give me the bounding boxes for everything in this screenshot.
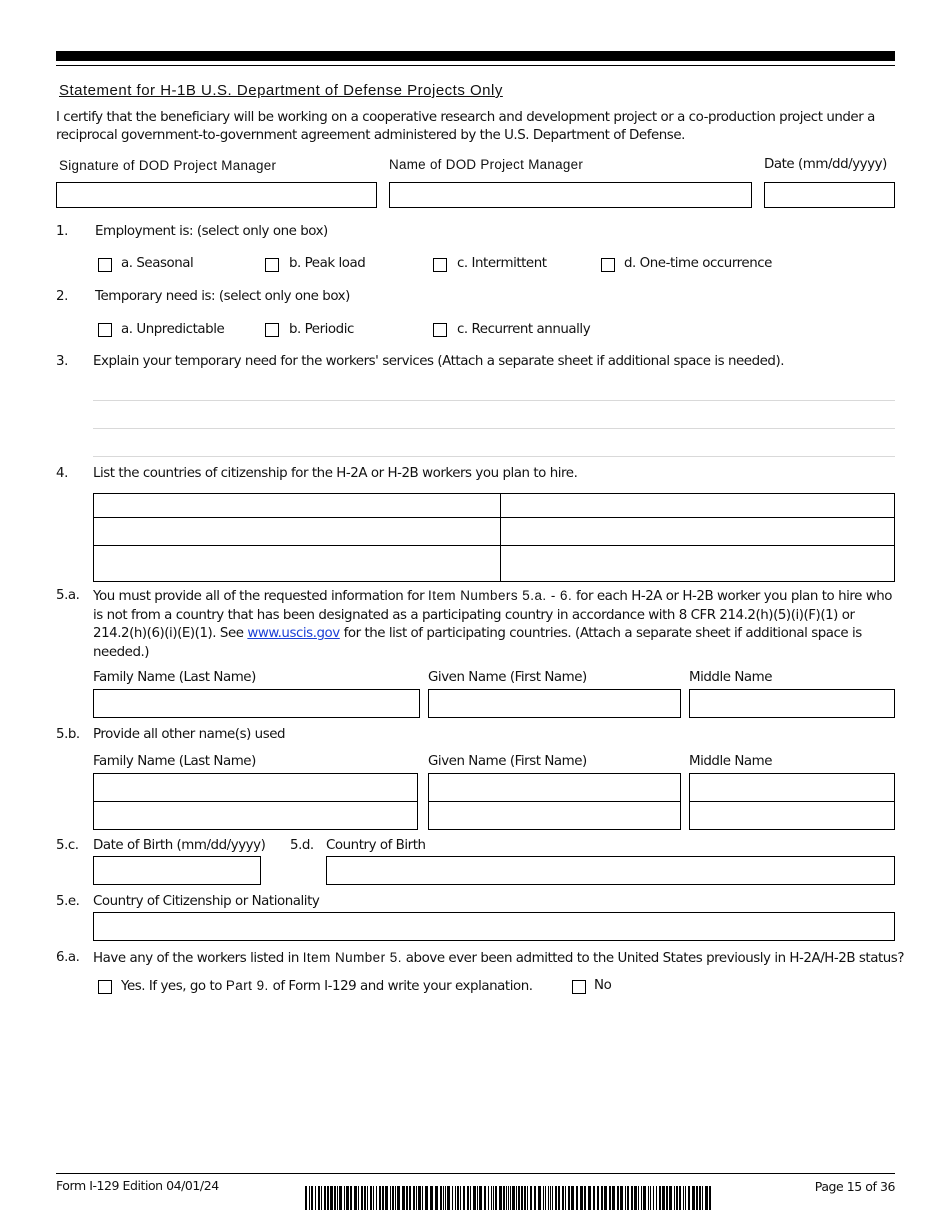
q5a-item-numbers: Item Numbers 5.a. - 6. bbox=[428, 588, 573, 603]
q5e-number: 5.e. bbox=[56, 894, 80, 909]
q5b-middle-name-field-2[interactable] bbox=[689, 801, 895, 830]
q5b-family-label: Family Name (Last Name) bbox=[93, 754, 256, 769]
footer-page-number: Page 15 of 36 bbox=[814, 1179, 895, 1194]
q1-number: 1. bbox=[56, 224, 68, 239]
q5a-middle-name-field[interactable] bbox=[689, 689, 895, 718]
q5a-family-label: Family Name (Last Name) bbox=[93, 670, 256, 685]
q5b-given-name-field-2[interactable] bbox=[428, 801, 681, 830]
q5a-text bbox=[93, 587, 893, 662]
q6a-text-part-2: above ever been admitted to the United States previously in H-2A/H-2B status? bbox=[401, 951, 904, 966]
date-label: Date (mm/dd/yyyy) bbox=[764, 157, 887, 172]
q2-unpredictable-label: a. Unpredictable bbox=[121, 322, 225, 337]
q6a-yes-part-2: of Form I-129 and write your explanation. bbox=[268, 979, 533, 994]
q5b-number: 5.b. bbox=[56, 727, 80, 742]
q6a-yes-label bbox=[121, 977, 533, 995]
q6a-part-reference: Part 9. bbox=[225, 978, 269, 993]
header-thick-rule bbox=[56, 51, 895, 61]
q1-seasonal-label: a. Seasonal bbox=[121, 256, 194, 271]
footer-form-edition: Form I-129 Edition 04/01/24 bbox=[56, 1178, 219, 1193]
q5b-family-name-field-1[interactable] bbox=[93, 773, 418, 802]
q6a-item-number: Item Number 5. bbox=[302, 950, 402, 965]
countries-table-row-line bbox=[94, 517, 894, 518]
dod-name-label: Name of DOD Project Manager bbox=[389, 157, 584, 172]
q5a-text-part-1: You must provide all of the requested information for bbox=[93, 589, 428, 604]
q1-peak-load-label: b. Peak load bbox=[289, 256, 366, 271]
q4-label: List the countries of citizenship for the H-2A or H-2B workers you plan to hire. bbox=[93, 466, 578, 481]
q5a-middle-label: Middle Name bbox=[689, 670, 773, 685]
q1-one-time-checkbox[interactable] bbox=[601, 258, 615, 272]
q1-label: Employment is: (select only one box) bbox=[95, 224, 328, 239]
q3-label: Explain your temporary need for the workers' services (Attach a separate sheet if additional space is needed). bbox=[93, 354, 785, 369]
q6a-number: 6.a. bbox=[56, 950, 80, 965]
q5a-family-name-field[interactable] bbox=[93, 689, 420, 718]
q6a-text-part-1: Have any of the workers listed in bbox=[93, 951, 303, 966]
q2-recurrent-label: c. Recurrent annually bbox=[457, 322, 591, 337]
q5b-given-name-field-1[interactable] bbox=[428, 773, 681, 802]
certify-text: I certify that the beneficiary will be working on a cooperative research and development project or a co-production project under a reciprocal government-to-government agreement administered by the U.S. Department of Defense. bbox=[56, 110, 875, 143]
q2-periodic-checkbox[interactable] bbox=[265, 323, 279, 337]
q5d-number: 5.d. bbox=[290, 838, 314, 853]
section-title: Statement for H-1B U.S. Department of Defense Projects Only bbox=[59, 82, 503, 99]
q1-one-time-label: d. One-time occurrence bbox=[624, 256, 772, 271]
q6a-yes-part-1: Yes. If yes, go to bbox=[121, 979, 226, 994]
q5a-given-label: Given Name (First Name) bbox=[428, 670, 587, 685]
q4-number: 4. bbox=[56, 466, 68, 481]
countries-table bbox=[93, 493, 895, 582]
q1-intermittent-label: c. Intermittent bbox=[457, 256, 547, 271]
date-of-birth-field[interactable] bbox=[93, 856, 261, 885]
q5b-middle-name-field-1[interactable] bbox=[689, 773, 895, 802]
q5a-number: 5.a. bbox=[56, 588, 80, 603]
footer-rule bbox=[56, 1173, 895, 1174]
q3-answer-line-1[interactable] bbox=[93, 400, 895, 401]
q5b-label: Provide all other name(s) used bbox=[93, 727, 286, 742]
country-of-birth-field[interactable] bbox=[326, 856, 895, 885]
date-field[interactable] bbox=[764, 182, 895, 208]
q1-peak-load-checkbox[interactable] bbox=[265, 258, 279, 272]
q3-number: 3. bbox=[56, 354, 68, 369]
q6a-no-checkbox[interactable] bbox=[572, 980, 586, 994]
form-barcode bbox=[305, 1186, 713, 1210]
q5a-given-name-field[interactable] bbox=[428, 689, 681, 718]
q1-seasonal-checkbox[interactable] bbox=[98, 258, 112, 272]
q3-answer-line-3[interactable] bbox=[93, 456, 895, 457]
q2-label: Temporary need is: (select only one box) bbox=[95, 289, 350, 304]
country-of-citizenship-field[interactable] bbox=[93, 912, 895, 941]
q5b-given-label: Given Name (First Name) bbox=[428, 754, 587, 769]
q5b-family-name-field-2[interactable] bbox=[93, 801, 418, 830]
q5a-text-part-3: for the list of participating countries. (Attach a separate sheet if additional space is needed.) bbox=[93, 626, 862, 660]
signature-field[interactable] bbox=[56, 182, 377, 208]
header-thin-rule bbox=[56, 65, 895, 66]
q2-number: 2. bbox=[56, 289, 68, 304]
dod-name-field[interactable] bbox=[389, 182, 752, 208]
signature-label: Signature of DOD Project Manager bbox=[59, 158, 277, 173]
q2-periodic-label: b. Periodic bbox=[289, 322, 354, 337]
q5c-number: 5.c. bbox=[56, 838, 79, 853]
q5d-label: Country of Birth bbox=[326, 838, 426, 853]
q6a-yes-checkbox[interactable] bbox=[98, 980, 112, 994]
q2-recurrent-checkbox[interactable] bbox=[433, 323, 447, 337]
q5e-label: Country of Citizenship or Nationality bbox=[93, 894, 320, 909]
countries-table-divider bbox=[500, 494, 501, 581]
q3-answer-line-2[interactable] bbox=[93, 428, 895, 429]
q1-intermittent-checkbox[interactable] bbox=[433, 258, 447, 272]
q5a-text-part-2: for each H-2A or H-2B worker you plan to hire who is not from a country that has been designated as a participating country in accordance with 8 CFR 214.2(h)(5)(i)(F)(1) or 214.2(h)(6)(i)(E)(1). See bbox=[93, 589, 893, 641]
q5c-label: Date of Birth (mm/dd/yyyy) bbox=[93, 838, 266, 853]
q6a-text bbox=[93, 949, 904, 967]
uscis-link[interactable]: www.uscis.gov bbox=[247, 626, 340, 641]
q2-unpredictable-checkbox[interactable] bbox=[98, 323, 112, 337]
countries-table-row-line bbox=[94, 545, 894, 546]
q5b-middle-label: Middle Name bbox=[689, 754, 773, 769]
q6a-no-label: No bbox=[594, 978, 612, 993]
